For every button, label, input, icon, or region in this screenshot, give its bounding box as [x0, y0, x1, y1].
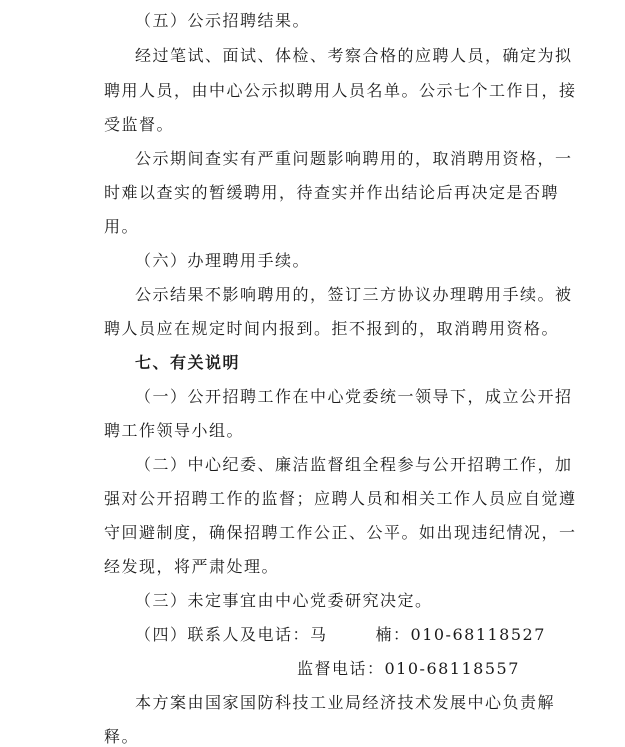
- subsection-title-6: （六）办理聘用手续。: [135, 251, 311, 270]
- contact-line: [135, 625, 546, 645]
- paragraph-line: 经过笔试、面试、体检、考察合格的应聘人员，确定为拟: [135, 46, 573, 65]
- paragraph-line: 公示期间查实有严重问题影响聘用的，取消聘用资格，一: [135, 149, 573, 168]
- note-line: （三）未定事宜由中心党委研究决定。: [135, 591, 433, 610]
- closing-line: 本方案由国家国防科技工业局经济技术发展中心负责解: [135, 693, 556, 712]
- paragraph-line: 聘用人员，由中心公示拟聘用人员名单。公示七个工作日，接: [104, 81, 577, 100]
- note-line: 强对公开招聘工作的监督；应聘人员和相关工作人员应自觉遵: [104, 489, 577, 508]
- contact-prefix: （四）联系人及电话：马: [135, 625, 328, 644]
- closing-line: 释。: [104, 727, 140, 746]
- contact-phone: 楠：010-68118527: [375, 625, 546, 644]
- paragraph-line: 用。: [104, 217, 140, 236]
- supervision-phone-line: 监督电话：010-68118557: [297, 659, 520, 678]
- note-line: （一）公开招聘工作在中心党委统一领导下，成立公开招: [135, 387, 573, 406]
- note-line: 经发现，将严肃处理。: [104, 557, 280, 576]
- paragraph-line: 聘人员应在规定时间内报到。拒不报到的，取消聘用资格。: [104, 319, 560, 338]
- note-line: 守回避制度，确保招聘工作公正、公平。如出现违纪情况，一: [104, 523, 577, 542]
- subsection-title-5: （五）公示招聘结果。: [135, 11, 311, 30]
- paragraph-line: 受监督。: [104, 115, 175, 134]
- paragraph-line: 公示结果不影响聘用的，签订三方协议办理聘用手续。被: [135, 285, 573, 304]
- note-line: 聘工作领导小组。: [104, 421, 245, 440]
- section-heading: 七、有关说明: [135, 353, 241, 372]
- note-line: （二）中心纪委、廉洁监督组全程参与公开招聘工作，加: [135, 455, 573, 474]
- paragraph-line: 时难以查实的暂缓聘用，待查实并作出结论后再决定是否聘: [104, 183, 560, 202]
